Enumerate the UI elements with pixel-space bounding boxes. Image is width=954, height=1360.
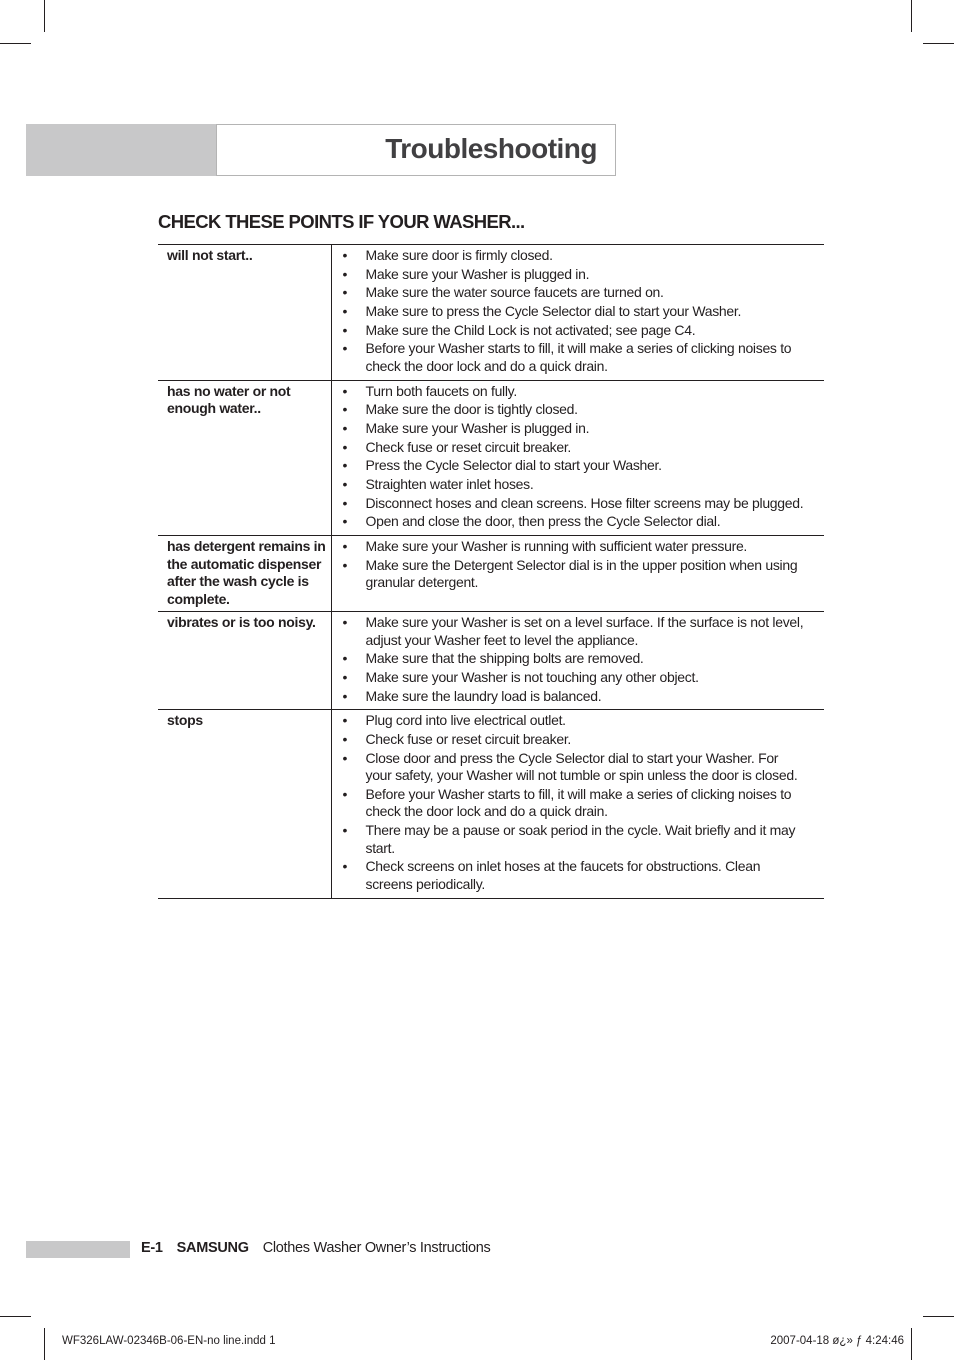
list-item: • Check fuse or reset circuit breaker. bbox=[366, 731, 807, 749]
list-item: • Make sure your Washer is set on a level surface. If the surface is not level, adjust your Washer feet to level the appliance. bbox=[366, 614, 807, 649]
section-heading: CHECK THESE POINTS IF YOUR WASHER... bbox=[158, 211, 525, 232]
crop-mark bbox=[44, 0, 45, 32]
list-item: • Plug cord into live electrical outlet. bbox=[366, 712, 807, 730]
list-item: • Turn both faucets on fully. bbox=[366, 383, 807, 401]
problem-condition: has detergent remains in the automatic dispenser after the wash cycle is complete. bbox=[158, 536, 331, 612]
list-item: • Disconnect hoses and clean screens. Hose filter screens may be plugged. bbox=[366, 495, 807, 513]
list-item: • Before your Washer starts to fill, it will make a series of clicking noises to check the door lock and do a quick drain. bbox=[366, 786, 807, 821]
print-slug-timestamp: 2007-04-18 ø¿» ƒ 4:24:46 bbox=[770, 1335, 904, 1347]
list-item: • Make sure the laundry load is balanced. bbox=[366, 688, 807, 706]
list-item: • Press the Cycle Selector dial to start your Washer. bbox=[366, 457, 807, 475]
solution-list bbox=[366, 538, 807, 592]
footer-accent-bar bbox=[26, 1241, 130, 1258]
troubleshooting-table bbox=[158, 244, 824, 899]
list-item: • Make sure your Washer is not touching any other object. bbox=[366, 669, 807, 687]
crop-mark bbox=[911, 0, 912, 32]
solution-list bbox=[366, 247, 807, 375]
crop-mark bbox=[44, 1328, 45, 1360]
list-item: • Straighten water inlet hoses. bbox=[366, 476, 807, 494]
table-row bbox=[158, 536, 824, 612]
list-item: • Close door and press the Cycle Selector dial to start your Washer. For your safety, your Washer will not tumble or spin unless the door is closed. bbox=[366, 750, 807, 785]
list-item: • Make sure your Washer is plugged in. bbox=[366, 266, 807, 284]
crop-mark bbox=[923, 43, 954, 44]
solution-cell bbox=[331, 710, 824, 898]
crop-mark bbox=[0, 1316, 31, 1317]
list-item: • Make sure the water source faucets are turned on. bbox=[366, 284, 807, 302]
list-item: • Make sure your Washer is plugged in. bbox=[366, 420, 807, 438]
print-slug-file: WF326LAW-02346B-06-EN-no line.indd 1 bbox=[62, 1335, 276, 1347]
solution-cell bbox=[331, 536, 824, 612]
list-item: • Check screens on inlet hoses at the faucets for obstructions. Clean screens periodically. bbox=[366, 858, 807, 893]
table-row bbox=[158, 710, 824, 898]
solution-cell bbox=[331, 612, 824, 710]
table-row bbox=[158, 380, 824, 536]
list-item: • Make sure your Washer is running with sufficient water pressure. bbox=[366, 538, 807, 556]
document-title: Clothes Washer Owner’s Instructions bbox=[262, 1240, 491, 1256]
table-row bbox=[158, 612, 824, 710]
list-item: • Make sure to press the Cycle Selector dial to start your Washer. bbox=[366, 303, 807, 321]
problem-condition: stops bbox=[158, 710, 331, 898]
table-row bbox=[158, 245, 824, 381]
list-item: • Make sure the door is tightly closed. bbox=[366, 401, 807, 419]
list-item: • There may be a pause or soak period in the cycle. Wait briefly and it may start. bbox=[366, 822, 807, 857]
solution-list bbox=[366, 614, 807, 705]
page-title: Troubleshooting bbox=[385, 133, 597, 164]
brand-name: SAMSUNG bbox=[176, 1240, 249, 1256]
solution-list bbox=[366, 383, 807, 531]
solution-cell bbox=[331, 380, 824, 536]
problem-condition: has no water or not enough water.. bbox=[158, 380, 331, 536]
crop-mark bbox=[0, 43, 31, 44]
troubleshooting-table-body bbox=[158, 245, 824, 899]
list-item: • Make sure the Child Lock is not activated; see page C4. bbox=[366, 322, 807, 340]
solution-cell bbox=[331, 245, 824, 381]
list-item: • Open and close the door, then press the Cycle Selector dial. bbox=[366, 513, 807, 531]
page-number: E-1 bbox=[141, 1240, 163, 1256]
list-item: • Make sure the Detergent Selector dial is in the upper position when using granular detergent. bbox=[366, 557, 807, 592]
list-item: • Check fuse or reset circuit breaker. bbox=[366, 439, 807, 457]
problem-condition: will not start.. bbox=[158, 245, 331, 381]
list-item: • Before your Washer starts to fill, it will make a series of clicking noises to check the door lock and do a quick drain. bbox=[366, 340, 807, 375]
solution-list bbox=[366, 712, 807, 893]
header-accent-bar bbox=[26, 124, 217, 176]
list-item: • Make sure door is firmly closed. bbox=[366, 247, 807, 265]
footer bbox=[141, 1240, 490, 1256]
crop-mark bbox=[923, 1316, 954, 1317]
crop-mark bbox=[911, 1328, 912, 1360]
problem-condition: vibrates or is too noisy. bbox=[158, 612, 331, 710]
header-title-box bbox=[216, 124, 616, 176]
list-item: • Make sure that the shipping bolts are removed. bbox=[366, 650, 807, 668]
